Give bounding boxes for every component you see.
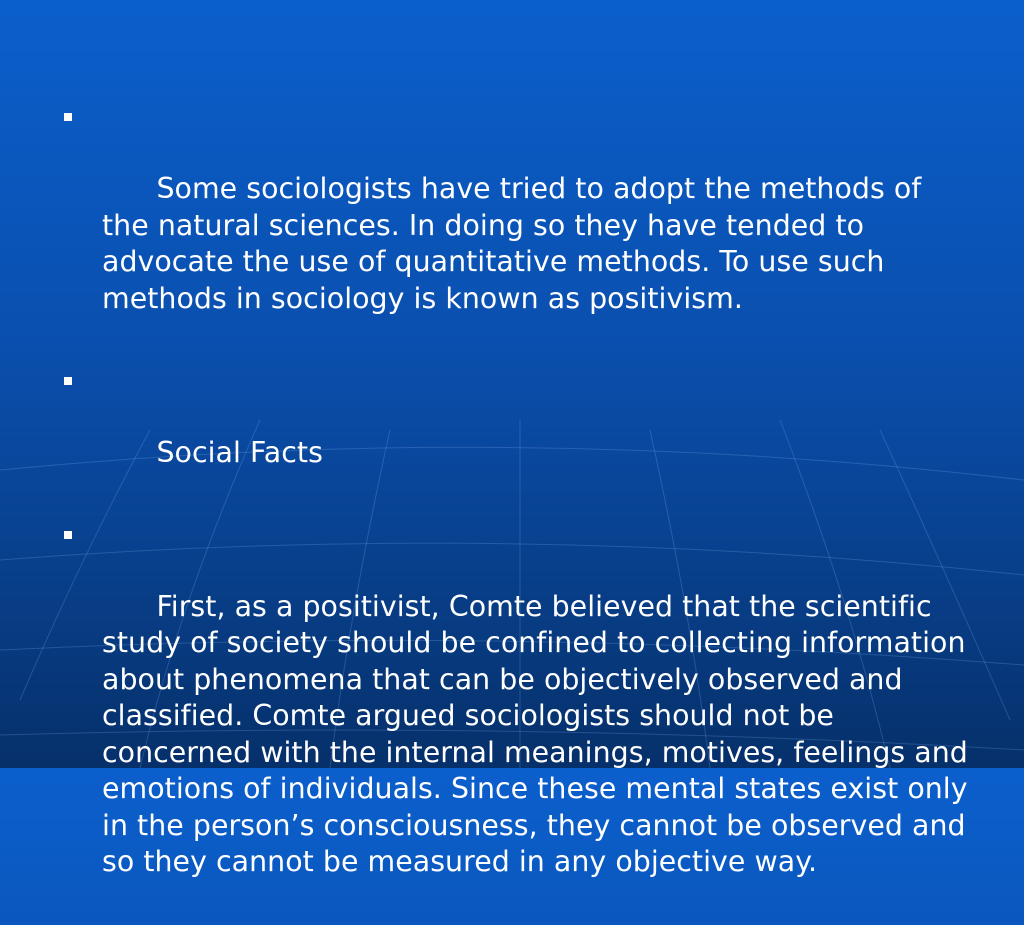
bullet-item <box>60 362 970 508</box>
square-bullet-icon <box>64 113 72 121</box>
square-bullet-icon <box>64 531 72 539</box>
bullet-text: First, as a positivist, Comte believed that the scientific study of society should be confined to collecting information about phenomena that can be objectively observed and classified. Comte argued sociologists should not be concerned with the internal meanings, motives, feelings and emotions of individuals. Since these mental states exist only in the person’s consciousness, they cannot be observed and so they cannot be measured in any objective way. <box>102 589 977 878</box>
slide-content <box>60 98 977 925</box>
bullet-list <box>60 98 977 917</box>
bullet-text: Social Facts <box>156 435 323 469</box>
square-bullet-icon <box>64 377 72 385</box>
bullet-item <box>60 98 970 354</box>
bullet-item <box>60 516 977 918</box>
bullet-text: Some sociologists have tried to adopt the methods of the natural sciences. In doing so they have tended to advocate the use of quantitative methods. To use such methods in sociology is known as positivism. <box>102 172 931 315</box>
